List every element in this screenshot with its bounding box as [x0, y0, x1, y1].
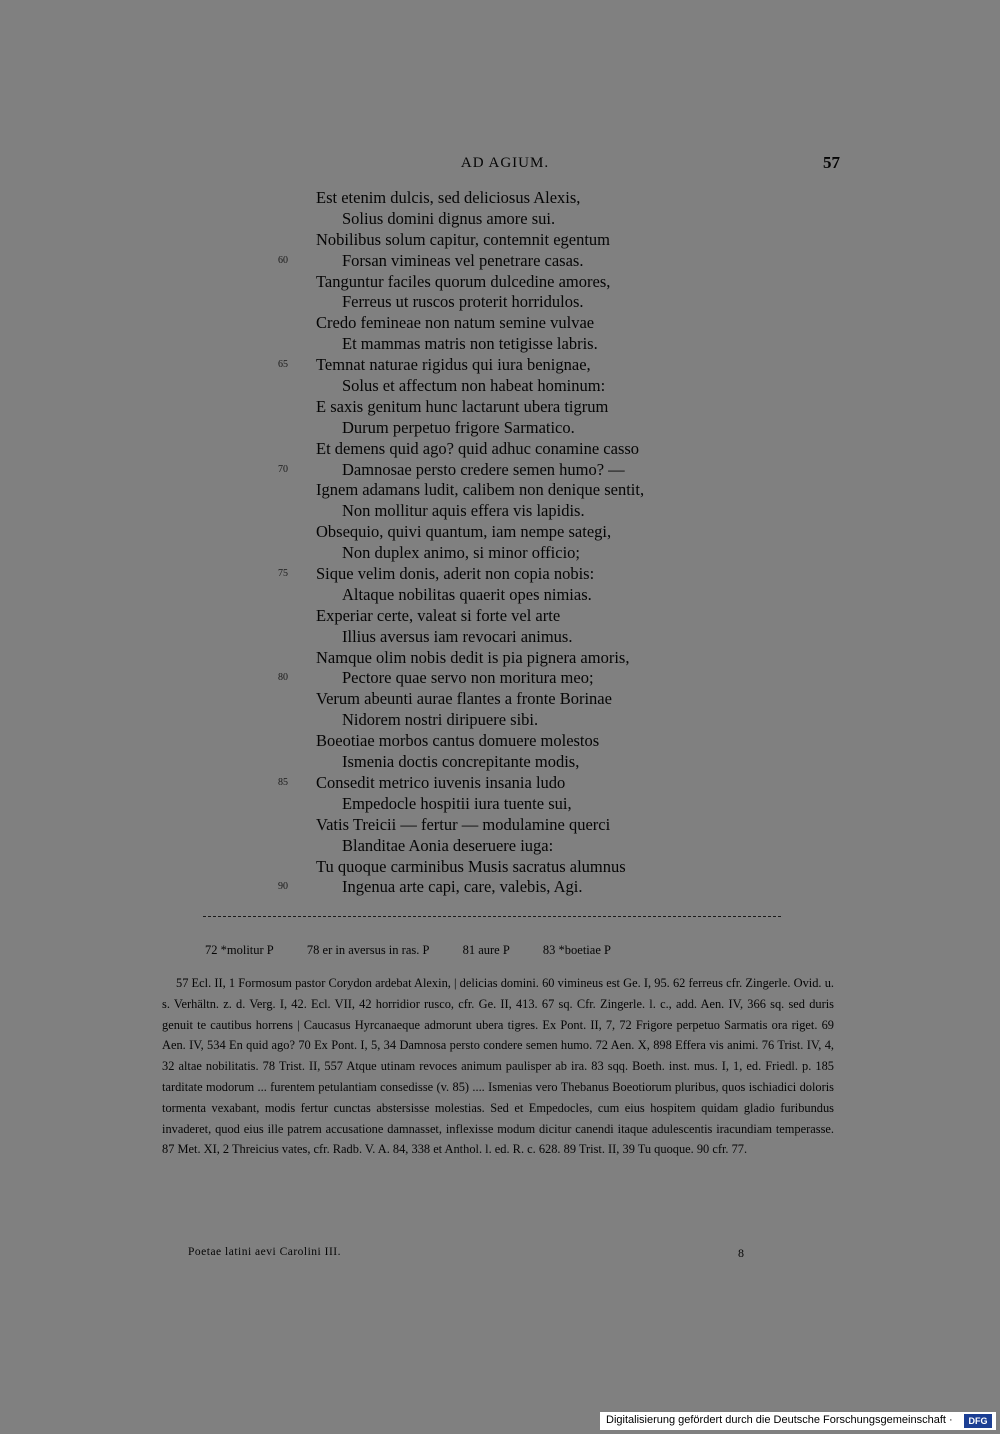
- verse-text: Ismenia doctis concrepitante modis,: [342, 752, 580, 772]
- verse-line: [0, 668, 1000, 689]
- verse-text: Credo femineae non natum semine vulvae: [316, 313, 595, 333]
- verse-text: Durum perpetuo frigore Sarmatico.: [342, 417, 575, 437]
- verse-text: Ferreus ut ruscos proterit horridulos.: [342, 292, 584, 312]
- verse-line: [0, 627, 1000, 648]
- verse-text: Altaque nobilitas quaerit opes nimias.: [342, 584, 592, 604]
- commentary-text: 57 Ecl. II, 1 Formosum pastor Corydon ardebat Alexin, | delicias domini. 60 vimineus est Ge. I, 95. 62 ferreus cfr. Zingerle. Ovid. u. s. Verhältn. z. d. Verg. I, 42. Ecl. VII, 42 horridior rusco, cfr. Ge. II, 413. 67 sq. Cfr. Zingerle. l. c., add. Aen. IV, 366 sq. sed duris genuit te cautibus horrens | Caucasus Hyrcanaeque admorunt ubera tigres. Ex Pont. II, 7, 72 Frigore perpetuo Sarmatis ora riget. 69 Aen. IV, 534 En quid ago? 70 Ex Pont. I, 5, 34 Damnosa persto condere semen humo. 72 Aen. X, 898 Effera vis animi. 76 Trist. IV, 4, 32 altae nobilitatis. 78 Trist. II, 557 Atque utinam revoces animum paulisper ab ira. 83 sqq. Boeth. inst. mus. I, 1, ed. Friedl. p. 185 tarditate modorum ... furentem petulantiam consedisse (v. 85) .... Ismenias vero Thebanus Boeotiorum pluribus, quos ischiadici doloris tormenta vexabant, modis fertur cunctas abstersisse molestias. Sed et Empedocles, cum eius hospitem quidam gladio furibundus invaderet, quod eius ille patrem accusatione damnasset, inflexisse modum dicitur canendi itaque adulescentis iracundiam temperasse. 87 Met. XI, 2 Threicius vates, cfr. Radb. V. A. 84, 338 et Anthol. l. ed. R. c. 628. 89 Trist. II, 39 Tu quoque. 90 cfr. 77.: [162, 976, 834, 1157]
- verse-text: Illius aversus iam revocari animus.: [342, 626, 573, 646]
- line-number: 85: [278, 776, 288, 788]
- verse-line: [0, 773, 1000, 794]
- verse-line: [0, 439, 1000, 460]
- verse-line: [0, 313, 1000, 334]
- line-number: 70: [278, 463, 288, 475]
- verse-text: Blanditae Aonia deseruere iuga:: [342, 835, 554, 855]
- verse-text: Et mammas matris non tetigisse labris.: [342, 334, 598, 354]
- verse-text: Sique velim donis, aderit non copia nobis:: [316, 564, 595, 584]
- verse-line: [0, 564, 1000, 585]
- verse-text: Solus et affectum non habeat hominum:: [342, 376, 606, 396]
- verse-text: Est etenim dulcis, sed deliciosus Alexis,: [316, 188, 581, 207]
- verse-text: Consedit metrico iuvenis insania ludo: [316, 772, 566, 792]
- line-number: 90: [278, 881, 288, 893]
- verse-text: Boeotiae morbos cantus domuere molestos: [316, 731, 600, 751]
- verse-line: [0, 877, 1000, 898]
- verse-text: Nobilibus solum capitur, contemnit egentum: [316, 229, 611, 249]
- page-number: 57: [823, 153, 840, 172]
- verse-line: [0, 543, 1000, 564]
- apparatus-note: 83 *boetiae P: [542, 943, 611, 957]
- verse-text: Empedocle hospitii iura tuente sui,: [342, 793, 572, 813]
- verse-line: [0, 230, 1000, 251]
- verse-text: Namque olim nobis dedit is pia pignera amoris,: [316, 647, 630, 667]
- verse-line: [0, 209, 1000, 230]
- dfg-funding-bar: [600, 1412, 996, 1430]
- verse-line: [0, 501, 1000, 522]
- verse-text: Verum abeunti aurae flantes a fronte Borinae: [316, 689, 612, 709]
- verse-line: [0, 334, 1000, 355]
- verse-text: Non duplex animo, si minor officio;: [342, 543, 581, 563]
- verse-text: Vatis Treicii — fertur — modulamine querci: [316, 814, 611, 834]
- verse-line: [0, 480, 1000, 501]
- verse-text: Forsan vimineas vel penetrare casas.: [342, 250, 584, 270]
- verse-text: Pectore quae servo non moritura meo;: [342, 668, 594, 688]
- verse-line: [0, 397, 1000, 418]
- dfg-logo-icon: DFG: [964, 1414, 992, 1428]
- footnote-rule: [203, 916, 781, 917]
- running-head: [0, 153, 1000, 177]
- verse-line: [0, 710, 1000, 731]
- line-number: 60: [278, 254, 288, 266]
- poem-text: [0, 188, 1000, 898]
- apparatus-note: 81 aure P: [462, 943, 510, 957]
- line-number: 65: [278, 359, 288, 371]
- line-number: 80: [278, 672, 288, 684]
- apparatus-note: 78 er in aversus in ras. P: [306, 943, 430, 957]
- verse-line: [0, 460, 1000, 481]
- verse-text: Tu quoque carminibus Musis sacratus alumnus: [316, 856, 626, 876]
- apparatus-note: 72 *molitur P: [205, 943, 274, 957]
- verse-text: Temnat naturae rigidus qui iura benignae,: [316, 355, 591, 375]
- signature-number: 8: [738, 1246, 744, 1260]
- verse-text: Et demens quid ago? quid adhuc conamine casso: [316, 438, 640, 458]
- verse-text: Tanguntur faciles quorum dulcedine amores,: [316, 271, 611, 291]
- verse-text: Ignem adamans ludit, calibem non denique sentit,: [316, 480, 645, 500]
- source-commentary: [162, 973, 834, 1160]
- verse-text: E saxis genitum hunc lactarunt ubera tigrum: [316, 396, 609, 416]
- verse-text: Ingenua arte capi, care, valebis, Agi.: [342, 877, 583, 897]
- verse-line: [0, 794, 1000, 815]
- verse-text: Experiar certe, valeat si forte vel arte: [316, 605, 561, 625]
- verse-line: [0, 752, 1000, 773]
- critical-apparatus: [205, 943, 641, 958]
- verse-line: [0, 272, 1000, 293]
- signature-line: Poetae latini aevi Carolini III.: [188, 1246, 341, 1258]
- verse-text: Damnosae persto credere semen humo? —: [342, 459, 625, 479]
- verse-line: [0, 585, 1000, 606]
- verse-line: [0, 355, 1000, 376]
- verse-line: [0, 689, 1000, 710]
- verse-text: Non mollitur aquis effera vis lapidis.: [342, 501, 585, 521]
- dfg-funding-text: Digitalisierung gefördert durch die Deutsche Forschungsgemeinschaft ·: [606, 1414, 953, 1426]
- verse-text: Nidorem nostri diripuere sibi.: [342, 710, 539, 730]
- verse-line: [0, 251, 1000, 272]
- verse-line: [0, 418, 1000, 439]
- verse-line: [0, 376, 1000, 397]
- verse-line: [0, 292, 1000, 313]
- running-title: AD AGIUM.: [460, 155, 550, 171]
- verse-line: [0, 836, 1000, 857]
- verse-text: Obsequio, quivi quantum, iam nempe sategi,: [316, 522, 612, 542]
- verse-line: [0, 522, 1000, 543]
- verse-text: Solius domini dignus amore sui.: [342, 208, 556, 228]
- verse-line: [0, 606, 1000, 627]
- verse-line: [0, 857, 1000, 878]
- verse-line: [0, 188, 1000, 209]
- line-number: 75: [278, 568, 288, 580]
- verse-line: [0, 731, 1000, 752]
- verse-line: [0, 815, 1000, 836]
- verse-line: [0, 648, 1000, 669]
